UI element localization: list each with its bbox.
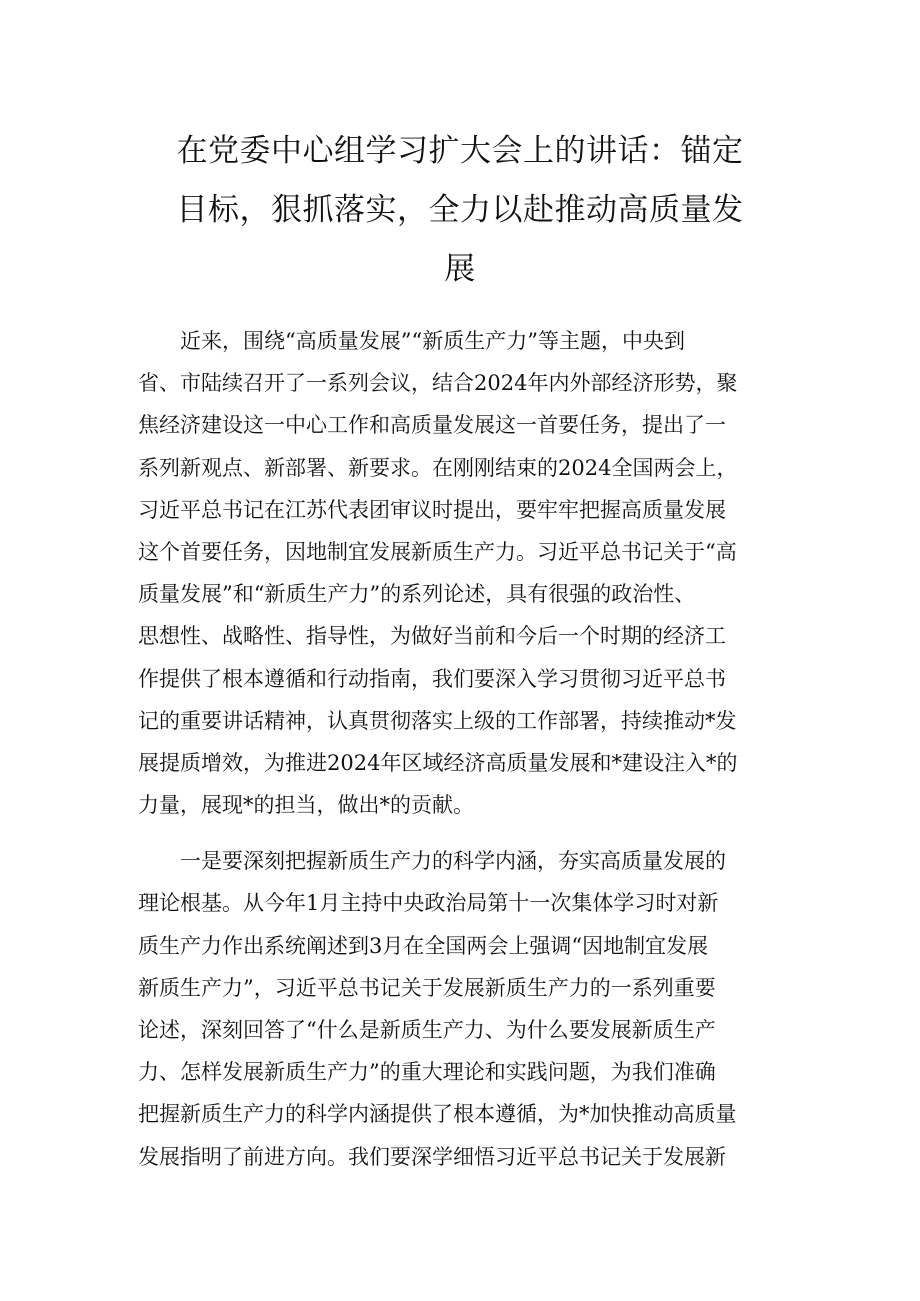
text-line: 质生产力作出系统阐述到3月在全国两会上强调“因地制宜发展 xyxy=(138,933,709,958)
document-body xyxy=(138,320,798,1178)
title-line: 在党委中心组学习扩大会上的讲话：锚定 xyxy=(176,133,744,169)
text-line: 省、市陆续召开了一系列会议，结合2024年内外部经济形势，聚 xyxy=(138,371,738,396)
document-title xyxy=(150,122,770,299)
title-line: 目标，狠抓落实，全力以赴推动高质量发 xyxy=(176,192,744,228)
text-line: 这个首要任务，因地制宜发展新质生产力。习近平总书记关于“高 xyxy=(138,539,737,564)
text-line: 力、怎样发展新质生产力”的重大理论和实践问题，为我们准确 xyxy=(138,1060,716,1085)
text-line: 理论根基。从今年1月主持中央政治局第十一次集体学习时对新 xyxy=(138,891,719,916)
text-line: 新质生产力”，习近平总书记关于发展新质生产力的一系列重要 xyxy=(138,975,716,1000)
text-line: 力量，展现*的担当，做出*的贡献。 xyxy=(138,793,474,818)
text-line: 系列新观点、新部署、新要求。在刚刚结束的2024全国两会上， xyxy=(138,455,738,480)
paragraph-1 xyxy=(138,320,798,826)
text-line: 发展指明了前进方向。我们要深学细悟习近平总书记关于发展新 xyxy=(138,1144,726,1169)
text-line: 习近平总书记在江苏代表团审议时提出，要牢牢把握高质量发展 xyxy=(138,497,726,522)
text-line: 把握新质生产力的科学内涵提供了根本遵循，为*加快推动高质量 xyxy=(138,1102,737,1127)
text-line: 焦经济建设这一中心工作和高质量发展这一首要任务，提出了一 xyxy=(138,413,726,438)
text-line: 记的重要讲话精神，认真贯彻落实上级的工作部署，持续推动*发 xyxy=(138,708,737,733)
text-line: 作提供了根本遵循和行动指南，我们要深入学习贯彻习近平总书 xyxy=(138,666,726,691)
text-line: 论述，深刻回答了“什么是新质生产力、为什么要发展新质生产 xyxy=(138,1018,716,1042)
text-line: 展提质增效，为推进2024年区域经济高质量发展和*建设注入*的 xyxy=(138,750,738,775)
paragraph-gap xyxy=(138,826,798,840)
title-line: 展 xyxy=(444,251,476,287)
text-line: 思想性、战略性、指导性，为做好当前和今后一个时期的经济工 xyxy=(138,624,726,649)
paragraph-2 xyxy=(138,840,798,1178)
text-line: 质量发展”和“新质生产力”的系列论述，具有很强的政治性、 xyxy=(138,582,696,607)
text-line: 近来，围绕“高质量发展”“新质生产力”等主题，中央到 xyxy=(180,329,685,353)
text-line: 一是要深刻把握新质生产力的科学内涵，夯实高质量发展的 xyxy=(180,849,726,874)
